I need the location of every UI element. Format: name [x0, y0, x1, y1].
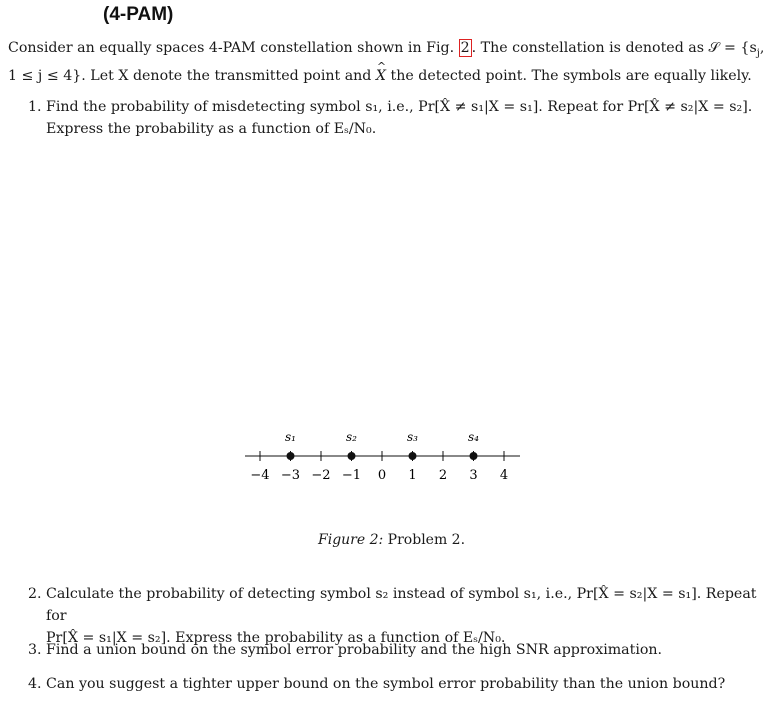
intro-xhat: ^ X: [376, 65, 386, 87]
intro-text-d: , 1 ≤ j ≤ 4}. Let X denote the transmitted point and: [8, 40, 765, 84]
item-line: Can you suggest a tighter upper bound on the symbol error probability than the union bound?: [46, 676, 726, 692]
item-line: Calculate the probability of detecting symbol s₂ instead of symbol s₁, i.e., Pr[X̂ = s₂|X = s₁]. Repeat for: [46, 586, 757, 624]
item-number: 2.: [28, 586, 42, 602]
symbol-label: s₂: [346, 430, 357, 444]
tick-label: 3: [469, 468, 478, 483]
pam-constellation-figure: [240, 425, 525, 495]
tick-label: −2: [311, 468, 331, 483]
list-item: [28, 96, 773, 140]
symbol-label: s₄: [468, 430, 479, 444]
tick-label: 0: [377, 468, 387, 483]
tick-label: −1: [341, 468, 362, 483]
tick-label: −4: [250, 468, 270, 483]
figure-caption: [318, 532, 465, 548]
intro-paragraph: [8, 37, 768, 87]
caption-label: Figure 2:: [318, 532, 384, 548]
symbol-label: s₁: [285, 430, 296, 444]
page-heading: (4-PAM): [103, 4, 174, 25]
intro-text-b: . The constellation is denoted as 𝒮 = {s: [471, 40, 757, 56]
figure-reference-link[interactable]: 2: [460, 40, 470, 56]
intro-text-a: Consider an equally spaces 4-PAM constellation shown in Fig.: [8, 40, 455, 56]
constellation-point: [287, 452, 295, 460]
constellation-point: [348, 452, 356, 460]
tick-label: −3: [280, 468, 301, 483]
list-item: [28, 673, 773, 695]
intro-text-e: the detected point. The symbols are equally likely.: [386, 67, 752, 84]
item-line: Pr[X̂ = s₁|X = s₂]. Express the probability as a function of Eₛ/N₀.: [46, 630, 506, 646]
caption-text: Problem 2.: [383, 532, 466, 548]
intro-sub-j: j: [756, 47, 760, 59]
item-number: 4.: [28, 676, 42, 692]
tick-label: 1: [408, 468, 417, 483]
tick-label: 4: [499, 468, 509, 483]
item-line: Find the probability of misdetecting symbol s₁, i.e., Pr[X̂ ≠ s₁|X = s₁]. Repeat for Pr[X̂ ≠ s₂|X = s₂].: [46, 99, 753, 115]
item-number: 1.: [28, 99, 42, 115]
item-line: Find a union bound on the symbol error probability and the high SNR approximation.: [46, 642, 663, 658]
constellation-point: [409, 452, 417, 460]
symbol-label: s₃: [407, 430, 418, 444]
tick-label: 2: [438, 468, 448, 483]
item-line: Express the probability as a function of Eₛ/N₀.: [46, 121, 377, 137]
constellation-point: [470, 452, 478, 460]
list-item: [28, 639, 773, 661]
item-number: 3.: [28, 642, 42, 658]
